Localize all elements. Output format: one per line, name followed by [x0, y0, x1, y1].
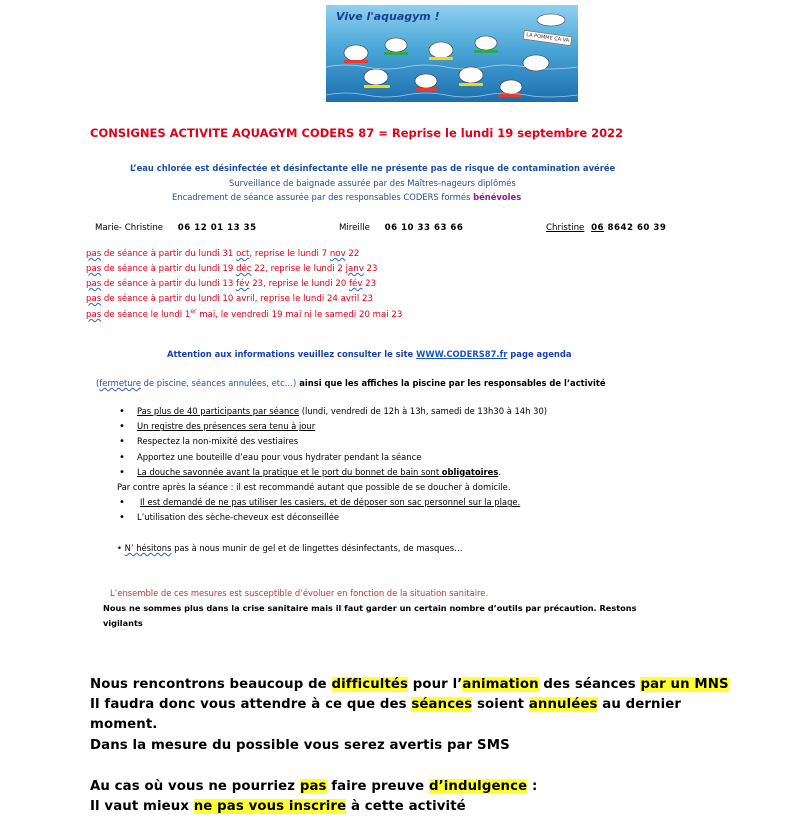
- closure-line: pas de séance à partir du lundi 13 fév 23, reprise le lundi 20 fév 23: [86, 279, 377, 289]
- big-line-4: Dans la mesure du possible vous serez avertis par SMS: [90, 738, 510, 753]
- list-item: • Pas plus de 40 participants par séance (lundi, vendredi de 12h à 13h, samedi de 13h30 à 14h 30): [117, 404, 547, 419]
- contact-name: Marie- Christine: [95, 223, 164, 233]
- contact-name: Mireille: [339, 223, 370, 233]
- contact-1: [95, 223, 257, 233]
- big-line-6: Il vaut mieux ne pas vous inscrire à cette activité: [90, 799, 466, 814]
- contact-phone: 06 10 33 63 66: [384, 223, 464, 233]
- list-item: • Un registre des présences sera tenu à jour: [117, 419, 547, 434]
- contact-phone-prefix: 06: [591, 223, 605, 233]
- list-item: • Apportez une bouteille d’eau pour vous hydrater pendant la séance: [117, 450, 547, 465]
- evolve-note: L’ensemble de ces mesures est susceptible d’évoluer en fonction de la situation sanitaire.: [110, 588, 489, 598]
- big-line-5: Au cas où vous ne pourriez pas faire preuve d’indulgence :: [90, 779, 538, 794]
- page-title: CONSIGNES ACTIVITE AQUAGYM CODERS 87 = Reprise le lundi 19 septembre 2022: [90, 126, 624, 140]
- gel-line: • N’ hésitons pas à nous munir de gel et de lingettes désinfectants, de masques…: [117, 543, 463, 553]
- big-line-2: Il faudra donc vous attendre à ce que des séances soient annulées au dernier: [90, 697, 682, 712]
- list-item: • L’utilisation des sèche-cheveux est déconseillée: [117, 510, 547, 525]
- rules-list: [117, 404, 547, 526]
- closure-line: pas de séance à partir du lundi 10 avril, reprise le lundi 24 avril 23: [86, 294, 373, 304]
- list-item: • La douche savonnée avant la pratique et le port du bonnet de bain sont obligatoires.: [117, 465, 547, 480]
- intro-line-1: L’eau chlorée est désinfectée et désinfectante elle ne présente pas de risque de contamination avérée: [130, 163, 616, 173]
- contact-3: [546, 223, 666, 233]
- contact-name: Christine: [546, 223, 585, 233]
- website-link[interactable]: WWW.CODERS87.fr: [416, 349, 508, 359]
- intro-line-2: Surveillance de baignade assurée par des Maîtres-nageurs diplômés: [229, 178, 516, 188]
- list-item: • Il est demandé de ne pas utiliser les casiers, et de déposer son sac personnel sur la plage.: [117, 495, 547, 510]
- crisis-note-2: vigilants: [103, 618, 143, 628]
- contact-phone: 06 12 01 13 35: [177, 223, 257, 233]
- closure-line: pas de séance le lundi 1er mai, le vendredi 19 mai ni le samedi 20 mai 23: [86, 308, 403, 320]
- big-line-1: Nous rencontrons beaucoup de difficultés pour l’animation des séances par un MNS: [90, 677, 729, 692]
- notice-line: (fermeture de piscine, séances annulées, etc…) ainsi que les affiches la piscine par les responsables de l’activité: [96, 378, 606, 388]
- closure-line: pas de séance à partir du lundi 19 déc 22, reprise le lundi 2 janv 23: [86, 264, 378, 274]
- attention-line: Attention aux informations veuillez consulter le site WWW.CODERS87.fr page agenda: [167, 349, 572, 359]
- big-line-3: moment.: [90, 717, 158, 732]
- closure-line: pas de séance à partir du lundi 31 oct, reprise le lundi 7 nov 22: [86, 249, 360, 259]
- aquagym-banner-image: [326, 5, 578, 102]
- banner-sign: LA POMME ÇA VA: [523, 30, 573, 47]
- banner-title: Vive l'aquagym !: [336, 10, 440, 23]
- intro-line-3: Encadrement de séance assurée par des responsables CODERS formés bénévoles: [172, 192, 522, 202]
- crisis-note-1: Nous ne sommes plus dans la crise sanitaire mais il faut garder un certain nombre d’outils par précaution. Restons: [103, 603, 637, 613]
- contact-2: [339, 223, 463, 233]
- contact-phone: 8642 60 39: [604, 223, 667, 233]
- list-item: • Respectez la non-mixité des vestiaires: [117, 434, 547, 449]
- list-item: Par contre après la séance : il est recommandé autant que possible de se doucher à domicile.: [117, 481, 511, 492]
